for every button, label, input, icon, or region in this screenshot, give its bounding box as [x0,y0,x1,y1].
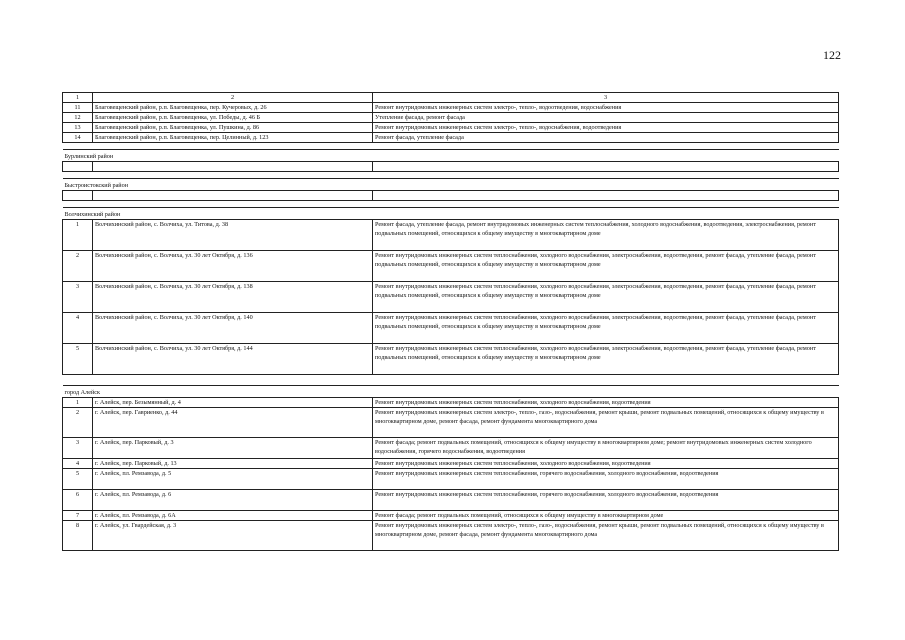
table-row [63,251,839,282]
section-title: Быстроистокский район [63,179,839,191]
empty-row [63,162,839,172]
row-work: Ремонт внутридомовых инженерных систем теплоснабжения, горячего водоснабжения, холодного водоснабжения, водоотведения [373,469,839,490]
table-row [63,469,839,490]
row-number: 3 [63,282,93,313]
row-number: 2 [63,408,93,438]
row-address: г. Алейск, пер. Парковый, д. 13 [93,459,373,469]
table-row [63,313,839,344]
row-address: г. Алейск, пер. Парковый, д. 3 [93,438,373,459]
spacer-row [63,172,839,179]
row-number: 8 [63,521,93,551]
row-number: 1 [63,398,93,408]
row-number: 4 [63,313,93,344]
row-number: 13 [63,123,93,133]
row-number: 1 [63,220,93,251]
empty-row [63,191,839,201]
section-title: город Алейск [63,386,839,398]
table-row [63,459,839,469]
table-row [63,220,839,251]
spacer-row [63,143,839,150]
row-address: Благовещенский район, р.п. Благовещенка, ул. Пушкина, д. 86 [93,123,373,133]
table-row [63,511,839,521]
row-number: 11 [63,103,93,113]
row-address: Волчихинский район, с. Волчиха, ул. 30 лет Октября, д. 144 [93,344,373,375]
table-row [63,133,839,143]
row-address: г. Алейск, пл. Ремзавода, д. 6А [93,511,373,521]
row-work: Ремонт внутридомовых инженерных систем электро-, тепло-, газо-, водоснабжения, ремонт крыши, ремонт подвальных помещений, относящихся к общему имуществу в многоквартирном доме, ремонт фасада, ремонт фундамента многоквартирного дома [373,408,839,438]
row-address: Благовещенский район, р.п. Благовещенка, пер. Целинный, д. 123 [93,133,373,143]
row-number: 14 [63,133,93,143]
row-work: Ремонт внутридомовых инженерных систем теплоснабжения, холодного водоснабжения, электроснабжения, водоотведения, ремонт фасада, утепление фасада, ремонт подвальных помещений, относящихся к общему имуществу в многоквартирном доме [373,344,839,375]
row-work: Ремонт фасада; ремонт подвальных помещений, относящихся к общему имуществу в многоквартирном доме; ремонт внутридомовых инженерных систем холодного водоснабжения, горячего водоснабжения, водоотведения [373,438,839,459]
table-row [63,438,839,459]
row-number: 3 [63,438,93,459]
capital-repair-table [62,92,839,551]
table-row [63,408,839,438]
row-number: 12 [63,113,93,123]
row-address: Благовещенский район, р.п. Благовещенка, пер. Кучеровых, д. 26 [93,103,373,113]
row-number: 5 [63,344,93,375]
row-work: Ремонт внутридомовых инженерных систем теплоснабжения, холодного водоснабжения, водоотведения [373,398,839,408]
section-row-aleysk [63,386,839,398]
row-address: Волчихинский район, с. Волчиха, ул. Титова, д. 38 [93,220,373,251]
table-row [63,490,839,511]
table-row [63,398,839,408]
section-title: Бурлинский район [63,150,839,162]
row-work: Ремонт фасада, утепление фасада [373,133,839,143]
column-header-address: 2 [93,93,373,103]
column-header-work: 3 [373,93,839,103]
row-address: Волчихинский район, с. Волчиха, ул. 30 лет Октября, д. 138 [93,282,373,313]
row-address: г. Алейск, пер. Гавриенко, д. 44 [93,408,373,438]
section-row-bystry [63,179,839,191]
table-header-row [63,93,839,103]
spacer-row [63,201,839,208]
section-row-burla [63,150,839,162]
row-address: г. Алейск, ул. Гвардейская, д. 3 [93,521,373,551]
table-row [63,282,839,313]
table-row [63,521,839,551]
row-number: 2 [63,251,93,282]
row-number: 4 [63,459,93,469]
row-address: Волчихинский район, с. Волчиха, ул. 30 лет Октября, д. 140 [93,313,373,344]
column-header-num: 1 [63,93,93,103]
row-work: Ремонт внутридомовых инженерных систем электро-, тепло-, газо-, водоснабжения, ремонт крыши, ремонт подвальных помещений, относящихся к общему имуществу в многоквартирном доме, ремонт фасада, ремонт фундамента многоквартирного дома [373,521,839,551]
row-work: Ремонт фасада; ремонт подвальных помещений, относящихся к общему имуществу в многоквартирном доме [373,511,839,521]
row-work: Ремонт внутридомовых инженерных систем теплоснабжения, холодного водоснабжения, электроснабжения, водоотведения, ремонт фасада, утепление фасада, ремонт подвальных помещений, относящихся к общему имуществу в многоквартирном доме [373,313,839,344]
row-number: 5 [63,469,93,490]
row-work: Ремонт внутридомовых инженерных систем электро-, тепло-, водоотведения, водоснабжения [373,103,839,113]
spacer-row [63,375,839,386]
table-row [63,113,839,123]
section-title: Волчихинский район [63,208,839,220]
row-work: Ремонт фасада, утепление фасада, ремонт внутридомовых инженерных систем теплоснабжения, холодного водоснабжения, водоотведения, электроснабжения, ремонт подвальных помещений, относящихся к общему имуществу в многоквартирном доме [373,220,839,251]
row-address: г. Алейск, пл. Ремзавода, д. 5 [93,469,373,490]
page-number: 122 [823,48,841,62]
row-work: Ремонт внутридомовых инженерных систем электро-, тепло-, водоснабжения, водоотведения [373,123,839,133]
row-work: Ремонт внутридомовых инженерных систем теплоснабжения, холодного водоснабжения, электроснабжения, водоотведения, ремонт фасада, утепление фасада, ремонт подвальных помещений, относящихся к общему имуществу в многоквартирном доме [373,282,839,313]
row-work: Утепление фасада, ремонт фасада [373,113,839,123]
table-row [63,344,839,375]
row-number: 6 [63,490,93,511]
table-row [63,123,839,133]
section-row-volch [63,208,839,220]
row-work: Ремонт внутридомовых инженерных систем теплоснабжения, холодного водоснабжения, водоотведения [373,459,839,469]
row-address: Волчихинский район, с. Волчиха, ул. 30 лет Октября, д. 136 [93,251,373,282]
table-row [63,103,839,113]
row-address: г. Алейск, пер. Безымянный, д. 4 [93,398,373,408]
row-number: 7 [63,511,93,521]
row-work: Ремонт внутридомовых инженерных систем теплоснабжения, горячего водоснабжения, холодного водоснабжения, водоотведения [373,490,839,511]
row-address: Благовещенский район, р.п. Благовещенка, ул. Победы, д. 46 Б [93,113,373,123]
row-address: г. Алейск, пл. Ремзавода, д. 6 [93,490,373,511]
row-work: Ремонт внутридомовых инженерных систем теплоснабжения, холодного водоснабжения, электроснабжения, водоотведения, ремонт фасада, утепление фасада, ремонт подвальных помещений, относящихся к общему имуществу в многоквартирном доме [373,251,839,282]
